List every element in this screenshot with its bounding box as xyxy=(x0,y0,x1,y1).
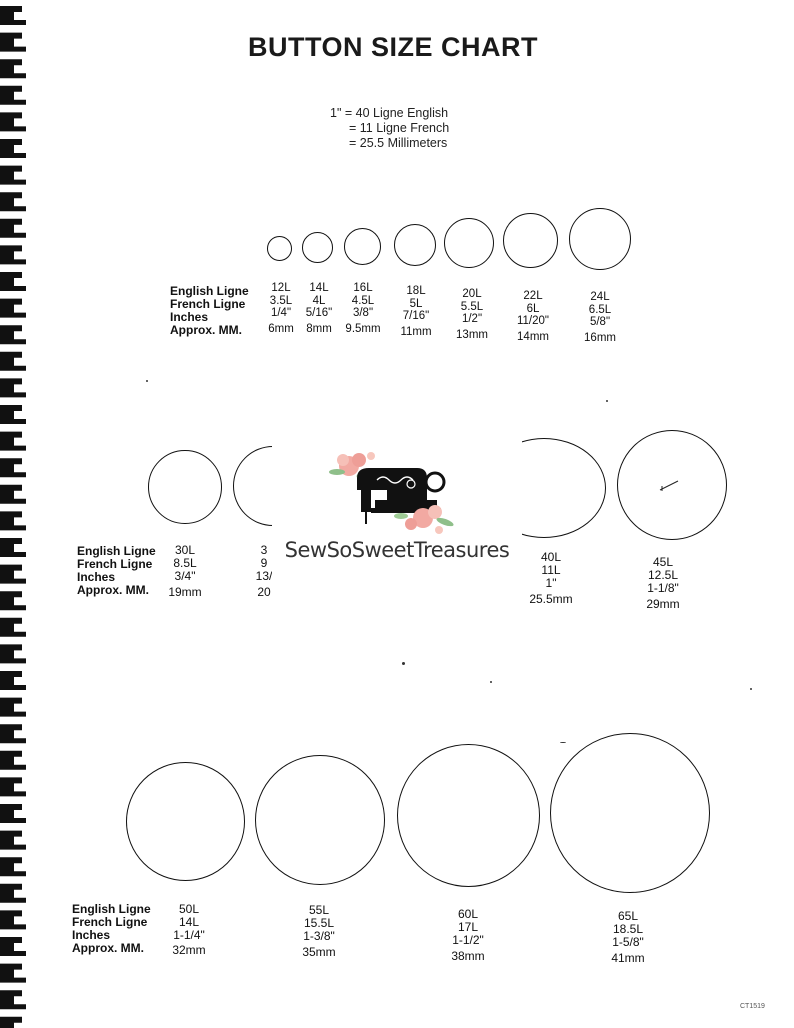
button-circle-60L xyxy=(397,744,540,887)
size-column-65L xyxy=(611,910,644,965)
binding-ring xyxy=(0,511,26,530)
speck xyxy=(490,681,492,683)
binding-ring xyxy=(0,910,26,929)
button-circle-14L xyxy=(302,232,333,263)
binding-ring xyxy=(0,192,26,211)
inches-value: 1/4" xyxy=(270,307,292,319)
button-circle-22L xyxy=(503,213,558,268)
binding-ring xyxy=(0,618,26,637)
speck xyxy=(606,400,608,402)
inches-value: 1-1/8" xyxy=(647,581,679,595)
mm-value: 9.5mm xyxy=(345,322,381,335)
inches-value: 1-1/2" xyxy=(452,933,484,947)
label-french-ligne: French Ligne xyxy=(170,297,246,311)
french-ligne-value: 12.5L xyxy=(647,568,679,582)
mm-value: 41mm xyxy=(611,951,645,965)
english-ligne-value: 16L xyxy=(353,282,373,294)
mm-value: 11mm xyxy=(400,325,432,338)
conversion-note xyxy=(330,106,449,151)
binding-ring xyxy=(0,299,26,318)
french-ligne-value: 17L xyxy=(457,920,479,934)
mm-value: 25.5mm xyxy=(529,592,573,606)
size-column-55L xyxy=(302,904,335,959)
french-ligne-value: 6L xyxy=(526,302,540,315)
binding-ring xyxy=(0,644,26,663)
label-approx-mm: Approx. MM. xyxy=(77,583,149,597)
binding-ring xyxy=(0,990,26,1009)
size-column-45L xyxy=(646,556,679,611)
button-circle-55L xyxy=(255,755,385,885)
label-french-ligne: French Ligne xyxy=(77,557,153,571)
french-ligne-value: 9 xyxy=(260,556,268,570)
binding-ring xyxy=(0,565,26,584)
english-ligne-value: 60L xyxy=(457,907,479,921)
binding-ring xyxy=(0,6,26,25)
binding-ring xyxy=(0,884,26,903)
button-circle-20L xyxy=(444,218,494,268)
mm-value: 38mm xyxy=(451,949,485,963)
size-column-16L xyxy=(345,282,380,335)
mm-value: 16mm xyxy=(584,331,616,344)
binding-ring xyxy=(0,432,26,451)
english-ligne-value: 3 xyxy=(260,543,268,557)
label-english-ligne: English Ligne xyxy=(72,902,151,916)
french-ligne-value: 18.5L xyxy=(612,922,644,936)
french-ligne-value: 5L xyxy=(409,297,423,310)
row3-labels xyxy=(72,903,151,955)
french-ligne-value: 6.5L xyxy=(588,303,612,316)
size-column-12L xyxy=(268,282,294,335)
conversion-line-2: = 11 Ligne French xyxy=(349,121,450,135)
speck xyxy=(146,380,148,382)
size-column-30L xyxy=(168,544,201,599)
button-circle-16L xyxy=(344,228,381,265)
binding-ring xyxy=(0,139,26,158)
binding-ring xyxy=(0,245,26,264)
english-ligne-value: 45L xyxy=(652,555,674,569)
binding-ring xyxy=(0,59,26,78)
binding-ring xyxy=(0,751,26,770)
binding-ring xyxy=(0,591,26,610)
binding-ring xyxy=(0,831,26,850)
binding-ring xyxy=(0,937,26,956)
label-approx-mm: Approx. MM. xyxy=(72,941,144,955)
size-column-14L xyxy=(306,282,332,335)
french-ligne-value: 14L xyxy=(178,915,200,929)
binding-ring xyxy=(0,112,26,131)
english-ligne-value: 40L xyxy=(540,550,562,564)
inches-value: 11/20" xyxy=(516,315,550,327)
binding-ring xyxy=(0,86,26,105)
inches-value: 3/8" xyxy=(352,307,374,319)
binding-ring xyxy=(0,724,26,743)
binding-ring xyxy=(0,698,26,717)
inches-value: 5/8" xyxy=(589,316,611,328)
binding-ring xyxy=(0,804,26,823)
button-circle-18L xyxy=(394,224,436,266)
label-inches: Inches xyxy=(72,928,111,942)
watermark-logo xyxy=(272,430,522,595)
binding-ring xyxy=(0,857,26,876)
speck xyxy=(750,688,752,690)
label-inches: Inches xyxy=(170,310,209,324)
button-circle-30L xyxy=(148,450,222,524)
size-column-50L xyxy=(172,903,205,957)
inches-value: 3/4" xyxy=(174,569,196,583)
row1-labels xyxy=(170,285,249,337)
label-french-ligne: French Ligne xyxy=(72,915,148,929)
french-ligne-value: 8.5L xyxy=(173,556,197,570)
inches-value: 1-5/8" xyxy=(612,935,644,949)
english-ligne-value: 24L xyxy=(590,291,610,303)
english-ligne-value: 65L xyxy=(617,909,639,923)
size-column-24L xyxy=(584,291,616,344)
english-ligne-value: 14L xyxy=(309,282,329,294)
sewing-machine-icon xyxy=(327,438,467,538)
label-approx-mm: Approx. MM. xyxy=(170,323,242,337)
size-column-40L xyxy=(529,551,572,606)
french-ligne-value: 5.5L xyxy=(460,300,484,313)
size-column-60L xyxy=(451,908,484,963)
binding-ring xyxy=(0,538,26,557)
binding-ring xyxy=(0,272,26,291)
inches-value: 13/ xyxy=(255,569,273,583)
binding-ring xyxy=(0,458,26,477)
inches-value: 7/16" xyxy=(402,310,430,322)
french-ligne-value: 4.5L xyxy=(351,294,375,307)
english-ligne-value: 55L xyxy=(308,903,330,917)
mm-value: 19mm xyxy=(168,585,202,599)
french-ligne-value: 3.5L xyxy=(269,294,293,307)
button-circle-24L xyxy=(569,208,631,270)
page-code: CT1519 xyxy=(740,1003,765,1010)
binding-ring xyxy=(0,405,26,424)
inches-value: 1-1/4" xyxy=(173,928,205,942)
button-circle-65L xyxy=(550,733,710,893)
binding-ring xyxy=(0,485,26,504)
binding-ring xyxy=(0,166,26,185)
label-english-ligne: English Ligne xyxy=(77,544,156,558)
conversion-line-3: = 25.5 Millimeters xyxy=(349,136,448,150)
binding-ring xyxy=(0,1017,26,1028)
inches-value: 1" xyxy=(545,576,557,590)
french-ligne-value: 11L xyxy=(541,563,561,577)
mm-value: 6mm xyxy=(268,322,294,335)
mm-value: 35mm xyxy=(302,945,336,959)
mm-value: 13mm xyxy=(456,328,488,341)
conversion-line-1: 1" = 40 Ligne English xyxy=(330,106,449,120)
binding-ring xyxy=(0,325,26,344)
english-ligne-value: 50L xyxy=(178,902,200,916)
speck xyxy=(560,742,566,743)
size-column-18L xyxy=(400,285,431,338)
french-ligne-value: 4L xyxy=(312,294,326,307)
english-ligne-value: 12L xyxy=(271,282,291,294)
mm-value: 14mm xyxy=(517,330,549,343)
binding-ring xyxy=(0,378,26,397)
size-column-22L xyxy=(517,290,549,343)
english-ligne-value: 22L xyxy=(523,290,543,302)
spiral-binding xyxy=(0,0,34,1028)
row2-labels xyxy=(77,545,156,597)
binding-ring xyxy=(0,671,26,690)
binding-ring xyxy=(0,352,26,371)
binding-ring xyxy=(0,219,26,238)
button-circle-12L xyxy=(267,236,292,261)
inches-value: 5/16" xyxy=(305,307,333,319)
mm-value: 32mm xyxy=(172,943,206,957)
english-ligne-value: 20L xyxy=(462,288,482,300)
size-column-20L xyxy=(456,288,488,341)
french-ligne-value: 15.5L xyxy=(303,916,335,930)
watermark-text: SewSoSweetTreasures xyxy=(284,538,510,562)
binding-ring xyxy=(0,33,26,52)
speck xyxy=(402,662,405,665)
size-column-35L-partial xyxy=(256,544,273,599)
inches-value: 1-3/8" xyxy=(303,929,335,943)
english-ligne-value: 30L xyxy=(174,543,196,557)
button-circle-50L xyxy=(126,762,245,881)
mm-value: 20 xyxy=(257,585,271,599)
binding-ring xyxy=(0,777,26,796)
english-ligne-value: 18L xyxy=(406,285,426,297)
mm-value: 8mm xyxy=(306,322,332,335)
label-inches: Inches xyxy=(77,570,116,584)
pen-mark xyxy=(658,478,680,492)
binding-ring xyxy=(0,964,26,983)
mm-value: 29mm xyxy=(646,597,680,611)
page-title: BUTTON SIZE CHART xyxy=(248,32,538,62)
label-english-ligne: English Ligne xyxy=(170,284,249,298)
inches-value: 1/2" xyxy=(461,313,483,325)
